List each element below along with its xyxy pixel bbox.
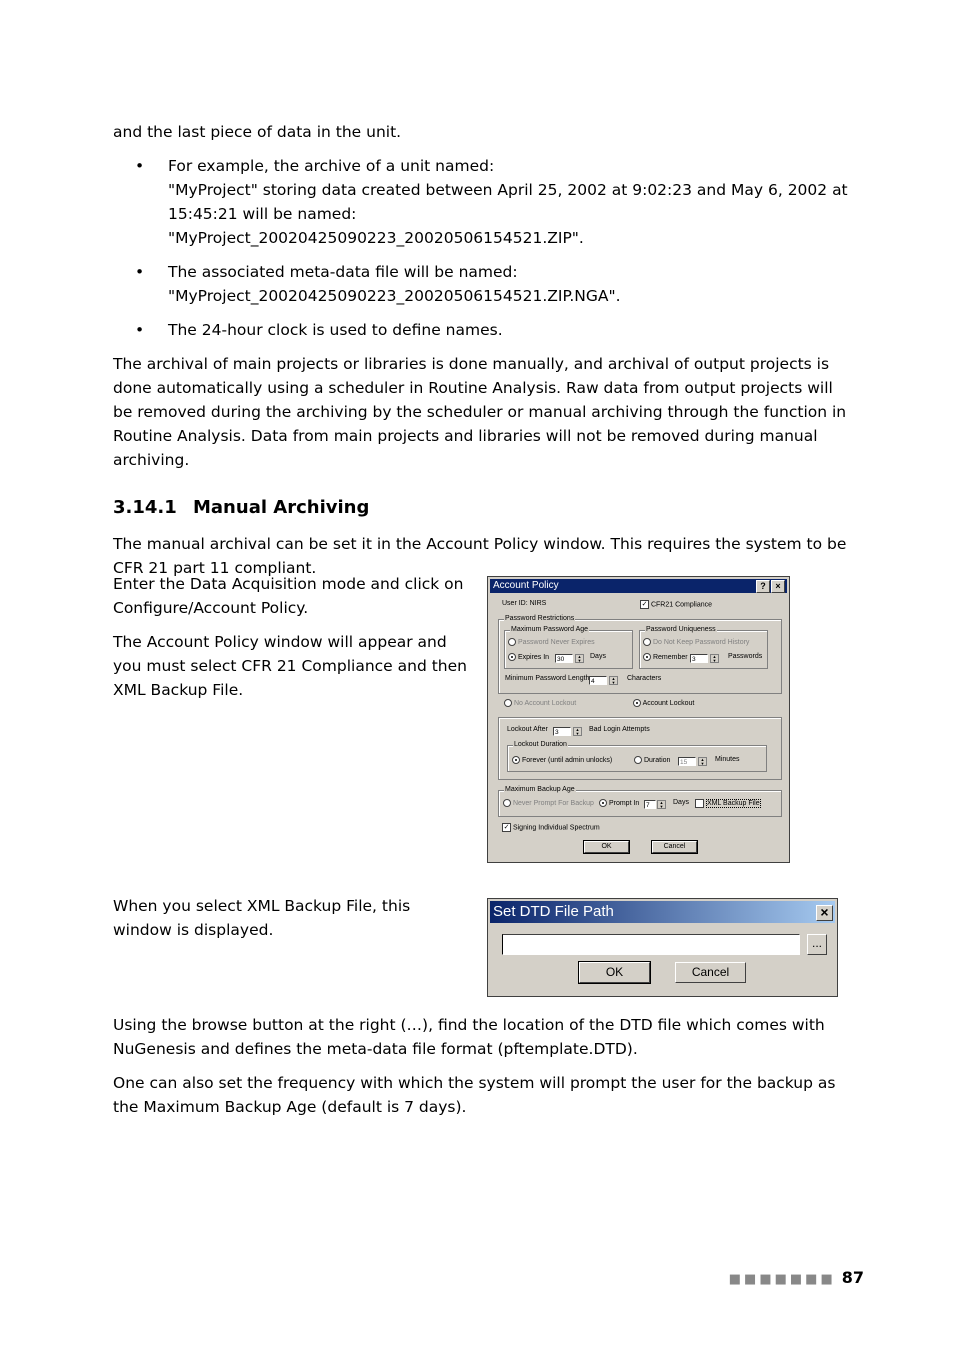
account-policy-window (487, 576, 790, 863)
bullet-item (113, 318, 848, 342)
remember-field[interactable]: 3 (690, 654, 708, 663)
dtd-titlebar (490, 901, 835, 923)
bad-login-label: Bad Login Attempts (589, 726, 650, 733)
archival-paragraph: The archival of main projects or libraries is done manually, and archival of output projects is done automatically using a scheduler in Routine Analysis. Raw data from output projects will be removed during the archiving by the scheduler or manual archiving through the function in Routine Analysis. Data from main projects and libraries will not be removed during manual archiving. (113, 355, 847, 469)
remember-radio[interactable] (643, 653, 688, 661)
radio-icon (504, 699, 512, 707)
radio-icon (508, 653, 516, 661)
xml-backup-checkbox[interactable] (695, 799, 761, 808)
group-legend: Password Uniqueness (646, 626, 716, 633)
account-policy-description (113, 572, 473, 712)
forever-radio[interactable] (512, 756, 612, 764)
duration-radio[interactable] (634, 756, 670, 764)
section-number: 3.14.1 (113, 497, 177, 518)
min-length-field[interactable]: 4 (589, 676, 607, 685)
characters-label: Characters (627, 675, 662, 682)
days-label: Days (590, 653, 606, 660)
signing-checkbox[interactable] (502, 823, 600, 832)
duration-spinner[interactable]: ▲ ▼ (698, 757, 707, 766)
help-button[interactable]: ? (756, 580, 770, 593)
bullet-line: The 24-hour clock is used to define names. (168, 321, 503, 339)
section-heading (113, 496, 848, 520)
radio-label: Prompt In (608, 799, 640, 807)
radio-label: Duration (643, 756, 671, 764)
account-policy-titlebar (490, 579, 787, 593)
account-lockout-radio[interactable] (633, 699, 694, 707)
min-length-label: Minimum Password Length (505, 675, 590, 682)
no-lockout-radio[interactable] (504, 699, 576, 707)
frequency-paragraph: One can also set the frequency with which the system will prompt the user for the backup as the Maximum Backup Age (default is 7 days). (113, 1074, 836, 1116)
radio-label: No Account Lockout (513, 699, 577, 707)
page-footer (729, 1268, 864, 1287)
prompt-in-field[interactable]: 7 (644, 800, 656, 809)
lockout-spinner[interactable]: ▲ ▼ (573, 727, 582, 736)
signing-label: Signing Individual Spectrum (512, 824, 600, 832)
intro-text: and the last piece of data in the unit. (113, 123, 402, 141)
manual-paragraph: The manual archival can be set it in the Account Policy window. This requires the system to be CFR 21 part 11 compliant. (113, 535, 847, 577)
radio-label: Account Lockout (642, 699, 695, 707)
group-legend: Maximum Password Age (511, 626, 589, 633)
radio-label: Never Prompt For Backup (512, 799, 594, 807)
group-legend: Lockout Duration (514, 741, 567, 748)
signing-check-icon: ✓ (503, 824, 510, 831)
user-id-label: User ID: NIRS (502, 600, 547, 607)
no-history-radio[interactable] (643, 638, 749, 646)
bullet-line: The associated meta-data file will be named: (168, 263, 518, 281)
radio-label: Remember (652, 653, 688, 661)
bullet-item (113, 260, 848, 308)
bullet-line: For example, the archive of a unit named: (168, 157, 495, 175)
cfr-check-icon: ✓ (641, 601, 648, 608)
bullet-line: "MyProject_20020425090223_20020506154521.ZIP.NGA". (168, 287, 621, 305)
expires-spinner[interactable]: ▲ ▼ (575, 654, 584, 663)
radio-label: Do Not Keep Password History (652, 638, 750, 646)
bullet-line: "MyProject" storing data created between April 25, 2002 at 9:02:23 and May 6, 2002 at 15:45:21 will be named: (168, 181, 848, 223)
page-number: 87 (841, 1268, 864, 1287)
max-backup-age-group (498, 786, 782, 817)
xml-description (113, 894, 473, 952)
xml-backup-label: XML Backup File (706, 800, 760, 808)
expires-in-field[interactable]: 30 (555, 654, 573, 663)
cfr-label: CFR21 Compliance (650, 601, 713, 609)
minutes-label: Minutes (715, 756, 740, 763)
lockout-duration-group (507, 741, 767, 772)
radio-icon (643, 638, 651, 646)
bullet-line: "MyProject_20020425090223_20020506154521.ZIP". (168, 229, 584, 247)
window-paragraph: The Account Policy window will appear and you must select CFR 21 Compliance and then XML Backup File. (113, 633, 467, 699)
browse-button[interactable]: ... (807, 934, 827, 955)
radio-icon (503, 799, 511, 807)
cfr-compliance-checkbox[interactable] (640, 600, 712, 609)
dtd-dialog-window (487, 898, 838, 997)
checkbox-icon (695, 799, 704, 808)
footer-dots: ■■■■■■■ (728, 1272, 836, 1287)
password-uniqueness-group (639, 626, 768, 669)
group-legend: Password Restrictions (505, 615, 575, 622)
radio-label: Expires In (517, 653, 550, 661)
enter-paragraph: Enter the Data Acquisition mode and click on Configure/Account Policy. (113, 575, 464, 617)
browse-paragraph: Using the browse button at the right (…), find the location of the DTD file which comes with NuGenesis and defines the meta-data file format (pftemplate.DTD). (113, 1016, 825, 1058)
lockout-after-label: Lockout After (507, 726, 548, 733)
cancel-button[interactable]: Cancel (652, 841, 697, 853)
duration-field[interactable]: 15 (678, 757, 696, 766)
radio-icon (634, 756, 642, 764)
lockout-group (498, 717, 782, 780)
section-title: Manual Archiving (193, 497, 370, 518)
group-legend: Maximum Backup Age (505, 786, 575, 793)
prompt-spinner[interactable]: ▲ ▼ (657, 800, 666, 809)
dtd-path-input[interactable] (502, 934, 800, 955)
passwords-label: Passwords (728, 653, 763, 660)
days-label: Days (673, 799, 689, 806)
radio-label: Password Never Expires (517, 638, 595, 646)
xml-paragraph: When you select XML Backup File, this window is displayed. (113, 897, 411, 939)
never-expires-radio[interactable] (508, 638, 595, 646)
window-title: Account Policy (493, 580, 559, 591)
never-prompt-radio[interactable] (503, 799, 594, 807)
cancel-button[interactable]: Cancel (675, 962, 746, 983)
radio-icon (643, 653, 651, 661)
document-body (113, 120, 848, 590)
window-title: Set DTD File Path (493, 903, 614, 920)
radio-label: Forever (until admin unlocks) (521, 756, 613, 764)
min-length-spinner[interactable]: ▲ ▼ (609, 676, 618, 685)
password-restrictions-group (498, 615, 782, 694)
bullet-list (113, 154, 848, 342)
remember-spinner[interactable]: ▲ ▼ (710, 654, 719, 663)
ok-button[interactable]: OK (579, 962, 650, 983)
document-body-lower (113, 1013, 848, 1129)
close-button[interactable]: × (771, 580, 785, 593)
ok-button[interactable]: OK (584, 841, 629, 853)
bullet-item (113, 154, 848, 250)
prompt-in-radio[interactable] (599, 799, 639, 807)
radio-icon (512, 756, 520, 764)
lockout-after-field[interactable]: 3 (553, 727, 571, 736)
expires-in-radio[interactable] (508, 653, 549, 661)
close-button[interactable]: × (816, 905, 833, 921)
radio-icon (508, 638, 516, 646)
radio-icon (633, 699, 641, 707)
max-password-age-group (504, 626, 633, 669)
radio-icon (599, 799, 607, 807)
